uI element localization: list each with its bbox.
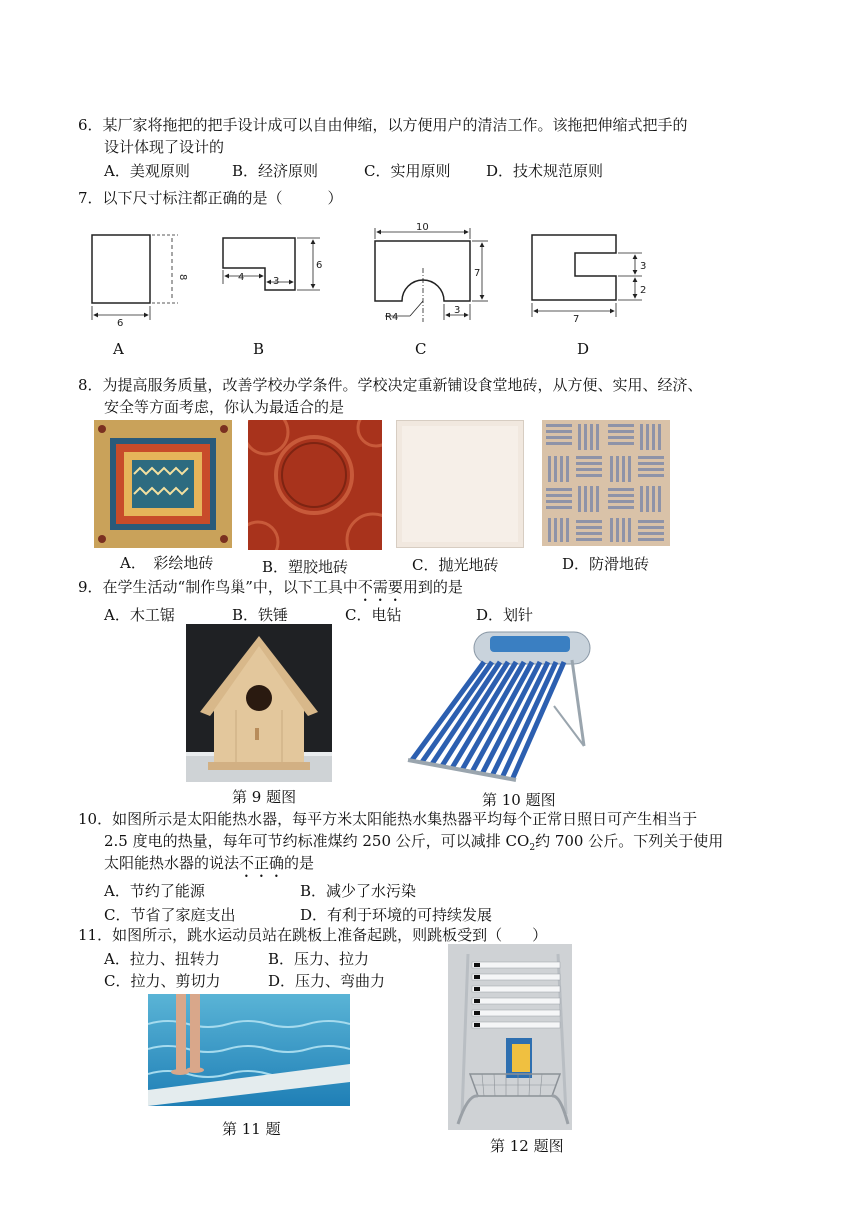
diving-board-image (148, 994, 350, 1106)
q7-text: 7．以下尺寸标注都正确的是（ ） (78, 189, 343, 207)
q11-figure-caption: 第 11 题 (222, 1120, 281, 1138)
birdhouse-image (186, 624, 332, 782)
dim-d-bottom: 7 (573, 314, 580, 325)
dim-c-bottom: 3 (454, 305, 461, 316)
q9-option-d: D．划针 (476, 606, 534, 624)
q11-option-d: D．压力、弯曲力 (268, 972, 386, 990)
dim-b-right: 3 (273, 276, 280, 287)
q11-option-b: B．压力、拉力 (268, 950, 370, 968)
q7-label-c: C (415, 340, 427, 358)
q8-caption-c: C．抛光地砖 (412, 556, 499, 574)
q10-line3-emphasis: 不正确 (239, 854, 285, 872)
q7-label-a: A (113, 340, 124, 358)
antislip-tile-image (542, 420, 670, 546)
q10-line3-pre: 太阳能热水器的说法 (104, 854, 240, 872)
q8-line2: 安全等方面考虑，你认为最适合的是 (104, 398, 345, 416)
q10-line1: 10．如图所示是太阳能热水器，每平方米太阳能热水集热器平均每个正常日照日可产生相当于 (78, 810, 698, 828)
plastic-tile-image (248, 420, 382, 550)
q6-option-b: B．经济原则 (232, 162, 319, 180)
dim-a-height: 8 (177, 274, 188, 281)
figure-d (532, 235, 642, 317)
dim-a-width: 6 (117, 318, 124, 329)
q8-line1: 8．为提高服务质量，改善学校办学条件。学校决定重新铺设食堂地砖，从方便、实用、经济、 (78, 376, 703, 394)
q8-caption-b: B．塑胶地砖 (262, 558, 349, 576)
figure-c (375, 228, 488, 322)
q10-option-d: D．有利于环境的可持续发展 (300, 906, 493, 924)
q10-option-b: B．减少了水污染 (300, 882, 417, 900)
q6-option-a: A．美观原则 (104, 162, 190, 180)
q8-caption-a: A． 彩绘地砖 (120, 554, 214, 572)
q10-line2-sub: 2 (529, 843, 536, 853)
dim-c-right: 7 (474, 268, 481, 279)
q7-label-d: D (577, 340, 590, 358)
q9-text-pre: 9．在学生活动“制作鸟巢”中，以下工具中 (78, 578, 358, 596)
q12-figure-caption: 第 12 题图 (490, 1137, 564, 1155)
q10-option-a: A．节约了能源 (104, 882, 205, 900)
dim-c-top: 10 (416, 222, 429, 233)
q9-option-c: C．电钻 (345, 606, 402, 624)
q10-figure-caption: 第 10 题图 (482, 791, 556, 809)
q6-line1: 6．某厂家将拖把的把手设计成可以自由伸缩，以方便用户的清洁工作。该拖把伸缩式把手的 (78, 116, 688, 134)
q10-option-c: C．节省了家庭支出 (104, 906, 236, 924)
polished-tile-image (396, 420, 524, 548)
dim-d-upper: 3 (640, 261, 647, 272)
dim-d-lower: 2 (640, 285, 647, 296)
q6-option-d: D．技术规范原则 (486, 162, 604, 180)
magazine-rack-image (448, 944, 572, 1130)
q10-line2-pre: 2.5 度电的热量，每年可节约标准煤约 250 公斤，可以减排 CO (104, 832, 530, 850)
q9-option-b: B．铁锤 (232, 606, 289, 624)
q9-text-emphasis: 不需要 (357, 578, 403, 596)
q10-line2-post: 约 700 公斤。下列关于使用 (535, 832, 724, 850)
q10-line3-post: 的是 (284, 854, 315, 872)
q10-line3 (104, 852, 314, 881)
q8-caption-d: D．防滑地砖 (562, 555, 650, 573)
dim-b-height: 6 (316, 260, 323, 271)
q6-option-c: C．实用原则 (364, 162, 451, 180)
q6-line2: 设计体现了设计的 (104, 138, 225, 156)
painted-tile-image (94, 420, 232, 548)
q11-option-a: A．拉力、扭转力 (104, 950, 220, 968)
q11-option-c: C．拉力、剪切力 (104, 972, 221, 990)
q9-text-post: 用到的是 (402, 578, 463, 596)
q9-figure-caption: 第 9 题图 (232, 788, 297, 806)
q9-option-a: A．木工锯 (104, 606, 175, 624)
q9-text (78, 576, 463, 605)
q7-label-b: B (253, 340, 265, 358)
q7-dimension-figures (80, 220, 680, 330)
figure-a (92, 235, 178, 320)
q11-text: 11．如图所示，跳水运动员站在跳板上准备起跳，则跳板受到（ ） (78, 926, 548, 944)
dim-c-radius: R4 (385, 312, 399, 323)
dim-b-left: 4 (238, 272, 245, 283)
solar-water-heater-image (404, 626, 594, 784)
